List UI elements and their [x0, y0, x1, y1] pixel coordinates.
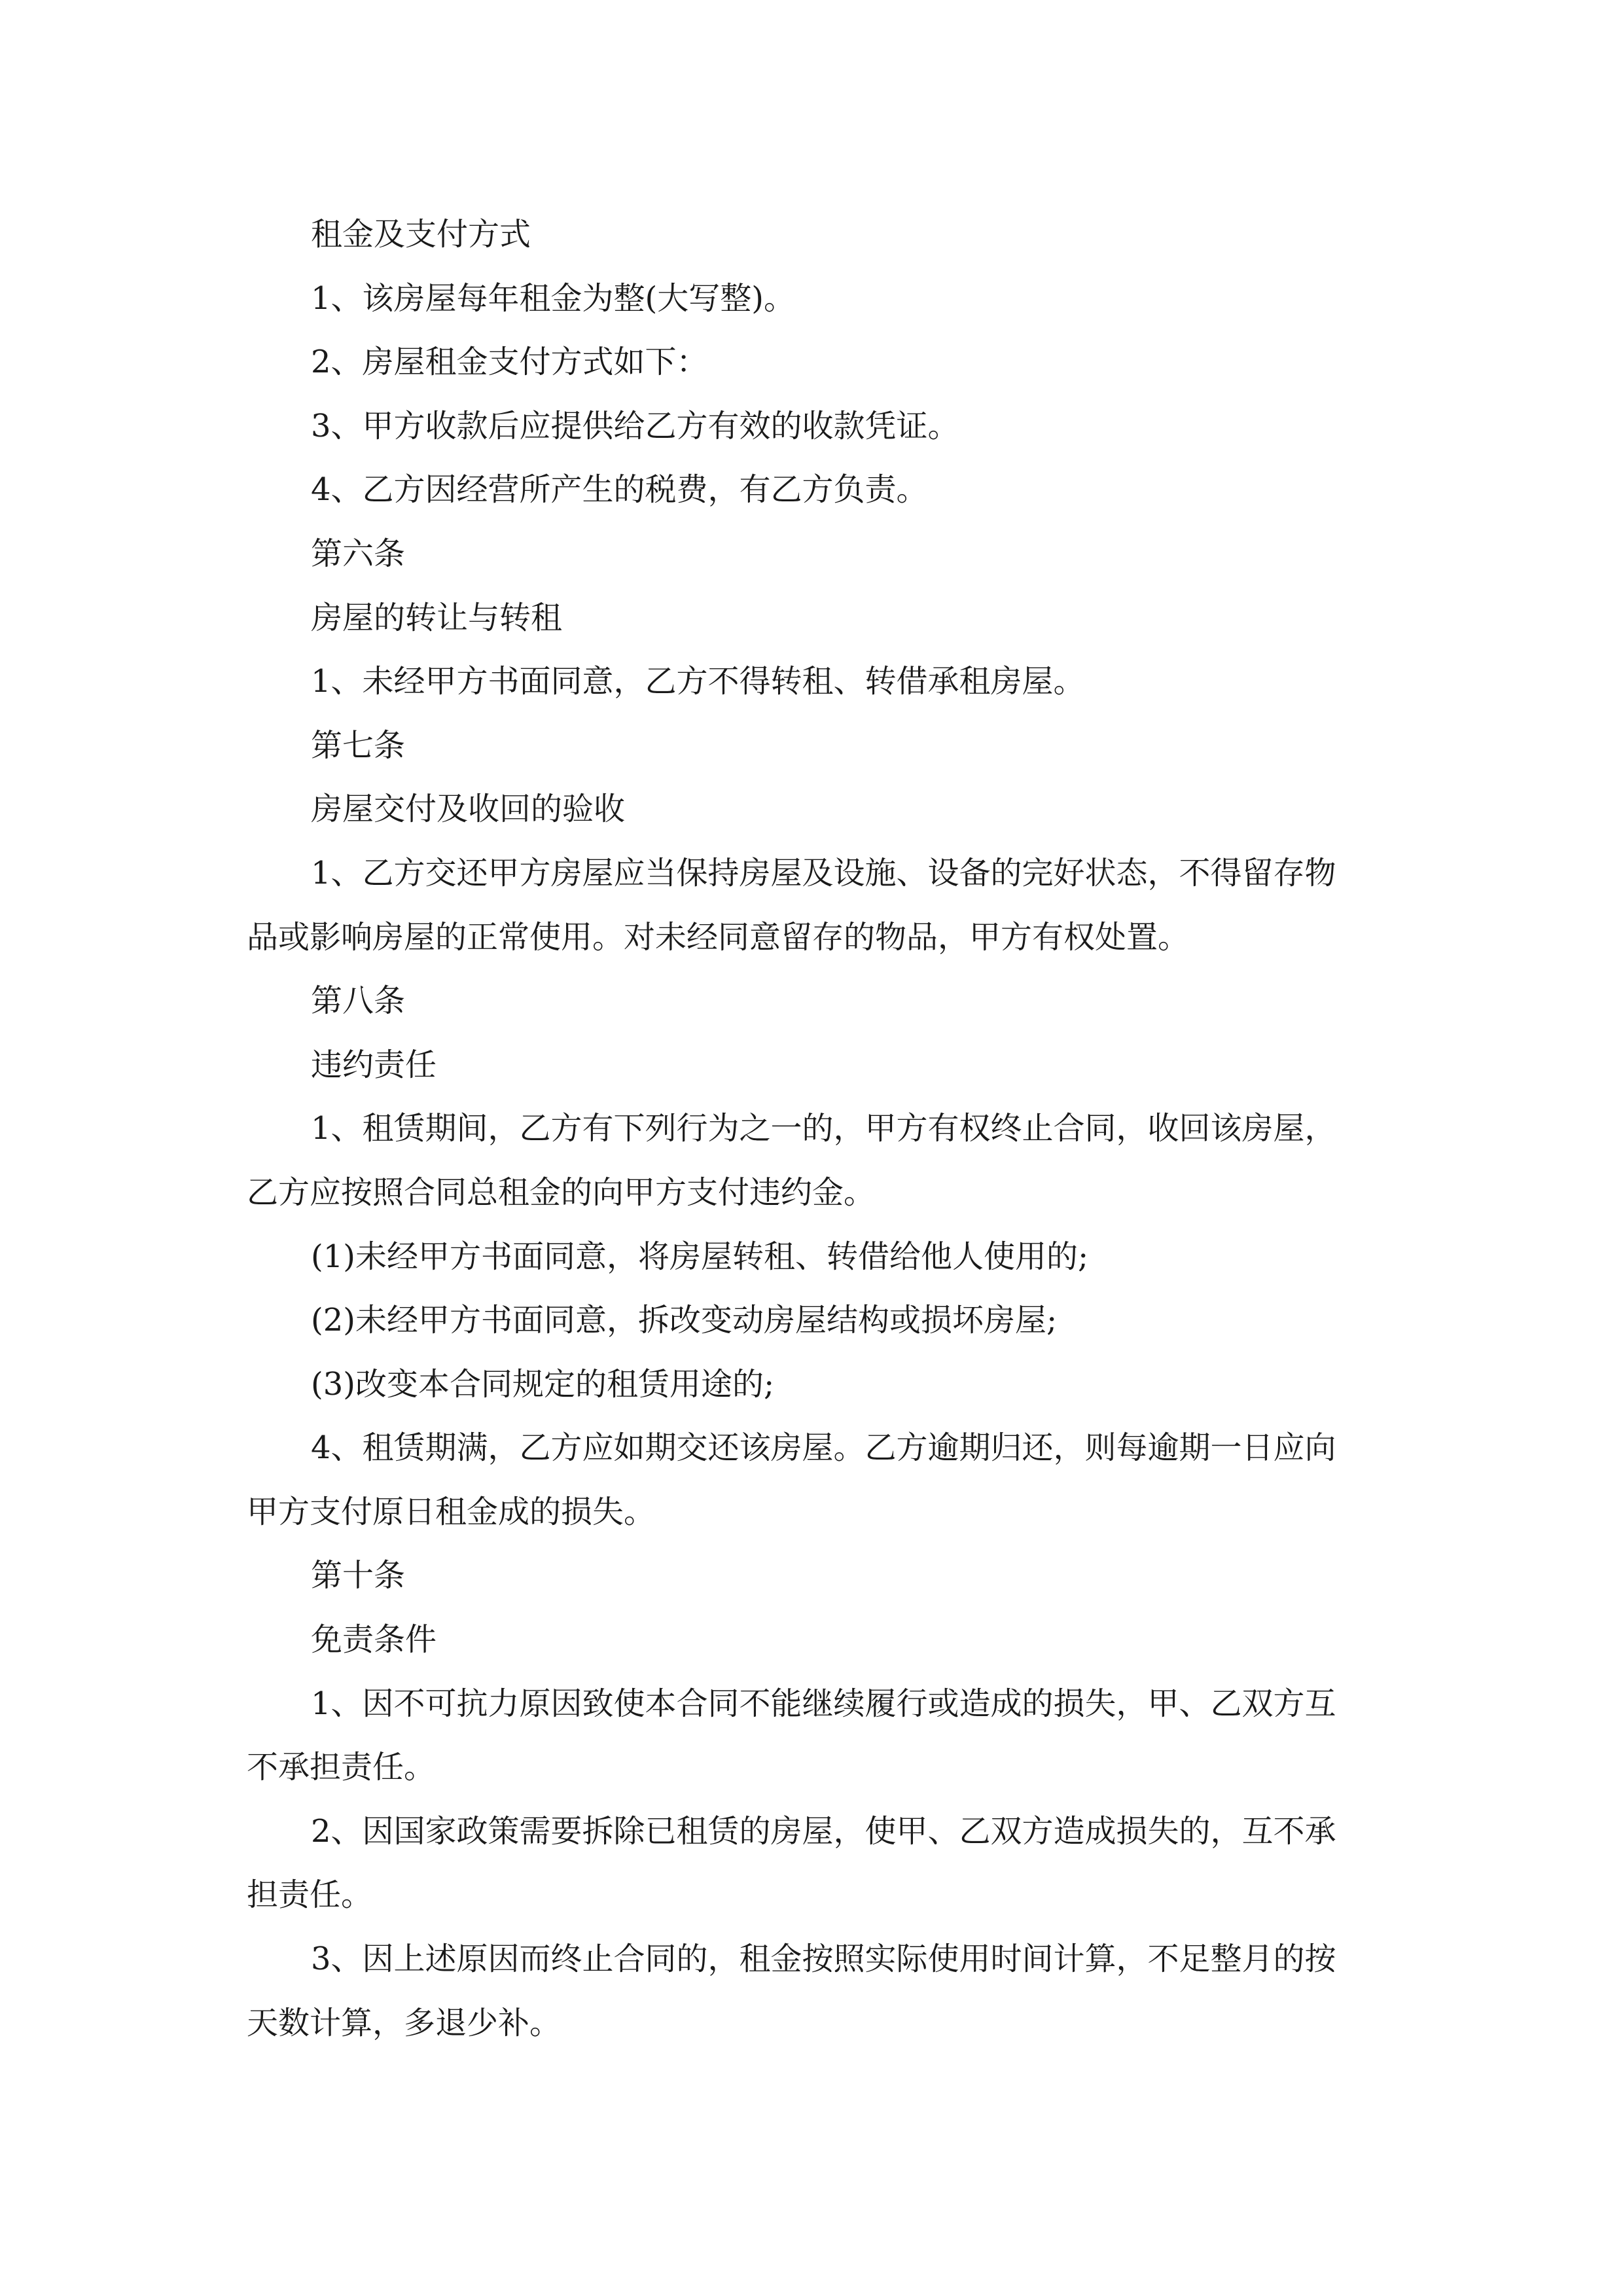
- text-line: (3)改变本合同规定的租赁用途的;: [311, 1365, 775, 1403]
- text-line: 租金及支付方式: [311, 216, 531, 253]
- text-line: 1、租赁期间，乙方有下列行为之一的，甲方有权终止合同，收回该房屋，: [311, 1110, 1336, 1147]
- text-line: 品或影响房屋的正常使用。对未经同意留存的物品，甲方有权处置。: [247, 918, 1190, 956]
- text-line: 3、甲方收款后应提供给乙方有效的收款凭证。: [311, 407, 959, 444]
- text-line: 1、因不可抗力原因致使本合同不能继续履行或造成的损失，甲、乙双方互: [311, 1685, 1336, 1722]
- document-body: [247, 203, 1379, 2055]
- text-line: 天数计算，多退少补。: [247, 2004, 562, 2041]
- section-title: 免责条件: [311, 1621, 437, 1659]
- text-line: 1、乙方交还甲方房屋应当保持房屋及设施、设备的完好状态，不得留存物: [311, 854, 1336, 891]
- text-line: 1、未经甲方书面同意，乙方不得转租、转借承租房屋。: [311, 663, 1085, 700]
- text-line: 4、乙方因经营所产生的税费，有乙方负责。: [311, 471, 928, 509]
- article-heading: 第十条: [311, 1557, 406, 1594]
- article-heading: 第六条: [311, 535, 406, 572]
- section-title: 房屋交付及收回的验收: [311, 791, 626, 828]
- article-heading: 第七条: [311, 726, 406, 764]
- article-heading: 第八条: [311, 982, 406, 1020]
- text-line: 甲方支付原日租金成的损失。: [247, 1493, 656, 1530]
- section-title: 违约责任: [311, 1046, 437, 1083]
- text-line: 1、该房屋每年租金为整(大写整)。: [311, 279, 795, 317]
- text-line: 2、房屋租金支付方式如下：: [311, 344, 708, 381]
- text-line: (1)未经甲方书面同意，将房屋转租、转借给他人使用的;: [311, 1238, 1089, 1275]
- text-line: 2、因国家政策需要拆除已租赁的房屋，使甲、乙双方造成损失的，互不承: [311, 1812, 1336, 1850]
- text-line: 担责任。: [247, 1876, 373, 1914]
- text-line: 乙方应按照合同总租金的向甲方支付违约金。: [247, 1174, 876, 1211]
- text-line: 3、因上述原因而终止合同的，租金按照实际使用时间计算，不足整月的按: [311, 1941, 1336, 1978]
- text-line: 不承担责任。: [247, 1749, 436, 1786]
- text-line: (2)未经甲方书面同意，拆改变动房屋结构或损坏房屋;: [311, 1302, 1058, 1339]
- text-line: 4、租赁期满，乙方应如期交还该房屋。乙方逾期归还，则每逾期一日应向: [311, 1429, 1336, 1467]
- section-title: 房屋的转让与转租: [311, 599, 563, 636]
